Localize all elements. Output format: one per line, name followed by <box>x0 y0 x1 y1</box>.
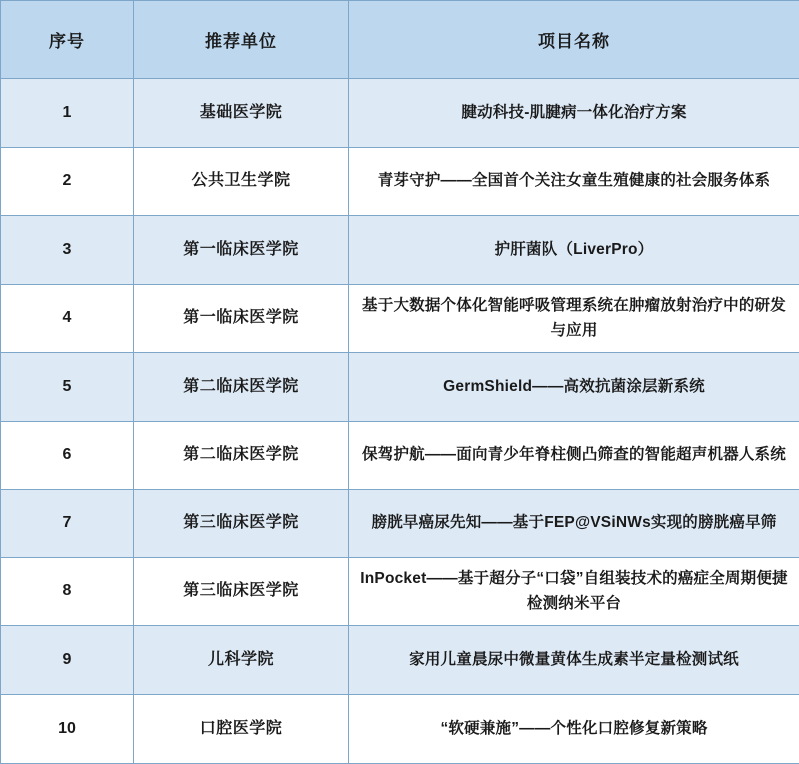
table-row <box>1 490 799 558</box>
cell-seq: 5 <box>1 353 134 422</box>
cell-name: 保驾护航——面向青少年脊柱侧凸筛查的智能超声机器人系统 <box>349 422 799 490</box>
cell-unit: 口腔医学院 <box>134 695 349 764</box>
table-body <box>1 79 799 764</box>
cell-seq: 3 <box>1 216 134 285</box>
cell-unit: 第二临床医学院 <box>134 422 349 490</box>
cell-seq: 2 <box>1 148 134 216</box>
cell-unit: 儿科学院 <box>134 626 349 695</box>
cell-unit: 第三临床医学院 <box>134 558 349 626</box>
cell-seq: 7 <box>1 490 134 558</box>
cell-name: “软硬兼施”——个性化口腔修复新策略 <box>349 695 799 764</box>
column-header-unit: 推荐单位 <box>134 1 349 79</box>
cell-seq: 1 <box>1 79 134 148</box>
cell-seq: 10 <box>1 695 134 764</box>
table-row <box>1 353 799 422</box>
column-header-name: 项目名称 <box>349 1 799 79</box>
table-row <box>1 558 799 626</box>
table-row <box>1 626 799 695</box>
cell-name: 膀胱早癌尿先知——基于FEP@VSiNWs实现的膀胱癌早筛 <box>349 490 799 558</box>
table-header-row <box>1 1 799 79</box>
cell-unit: 基础医学院 <box>134 79 349 148</box>
cell-seq: 9 <box>1 626 134 695</box>
cell-name: InPocket——基于超分子“口袋”自组装技术的癌症全周期便捷检测纳米平台 <box>349 558 799 626</box>
cell-name: 基于大数据个体化智能呼吸管理系统在肿瘤放射治疗中的研发与应用 <box>349 285 799 353</box>
cell-unit: 公共卫生学院 <box>134 148 349 216</box>
cell-unit: 第三临床医学院 <box>134 490 349 558</box>
table-row <box>1 216 799 285</box>
cell-name: 腱动科技-肌腱病一体化治疗方案 <box>349 79 799 148</box>
table-row <box>1 148 799 216</box>
cell-unit: 第一临床医学院 <box>134 285 349 353</box>
table-row <box>1 79 799 148</box>
cell-seq: 4 <box>1 285 134 353</box>
table-row <box>1 285 799 353</box>
cell-unit: 第一临床医学院 <box>134 216 349 285</box>
cell-name: 青芽守护——全国首个关注女童生殖健康的社会服务体系 <box>349 148 799 216</box>
cell-seq: 8 <box>1 558 134 626</box>
cell-name: GermShield——高效抗菌涂层新系统 <box>349 353 799 422</box>
table-row <box>1 422 799 490</box>
cell-name: 家用儿童晨尿中微量黄体生成素半定量检测试纸 <box>349 626 799 695</box>
cell-unit: 第二临床医学院 <box>134 353 349 422</box>
cell-seq: 6 <box>1 422 134 490</box>
table-header <box>1 1 799 79</box>
cell-name: 护肝菌队（LiverPro） <box>349 216 799 285</box>
column-header-seq: 序号 <box>1 1 134 79</box>
table-row <box>1 695 799 764</box>
